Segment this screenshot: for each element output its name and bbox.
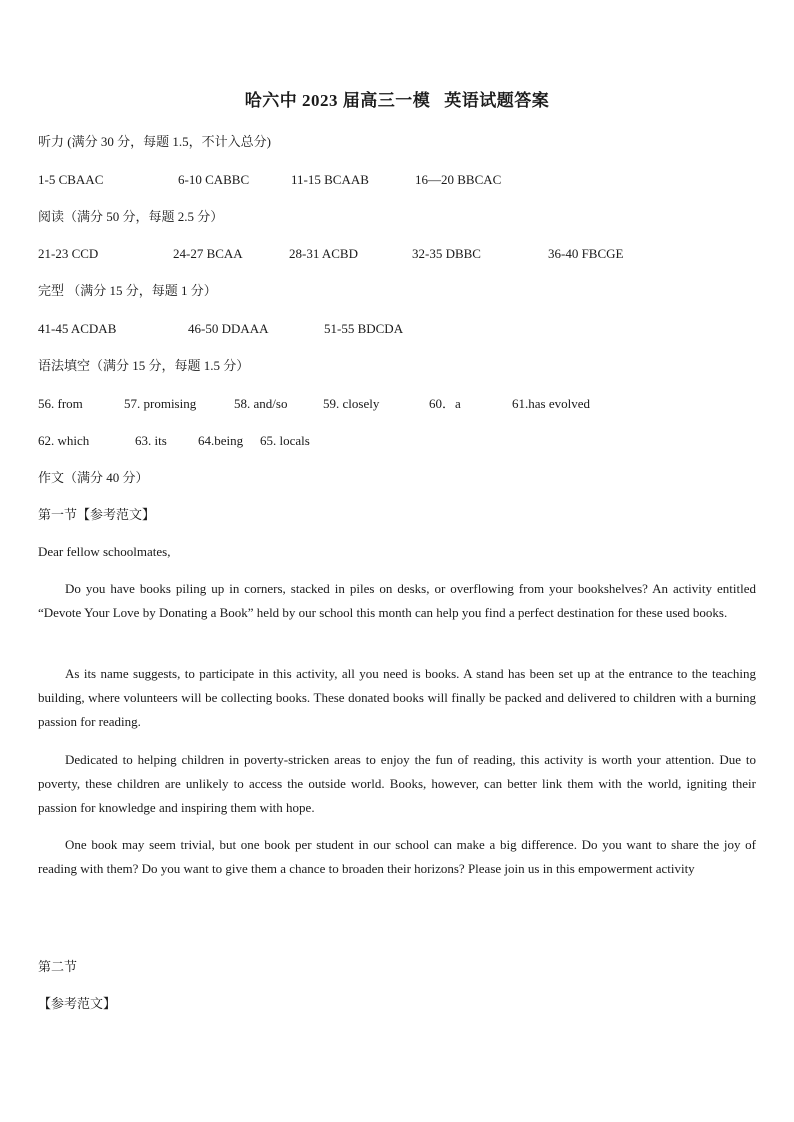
document-title <box>0 86 794 111</box>
cloze-answer: 41-45 ACDAB <box>38 321 117 336</box>
grammar-answer: 60．a <box>429 396 461 411</box>
section2-subheading: 【参考范文】 <box>38 996 117 1011</box>
cloze-heading: 完型 （满分 15 分，每题 1 分） <box>38 283 217 298</box>
listening-answer: 16—20 BBCAC <box>415 172 502 187</box>
reading-answer: 32-35 DBBC <box>412 246 481 261</box>
grammar-heading: 语法填空（满分 15 分，每题 1.5 分） <box>38 358 250 373</box>
grammar-answer: 57. promising <box>124 396 197 411</box>
letter-paragraph: As its name suggests, to participate in this activity, all you need is books. A stand has been set up at the entrance to the teaching building, where volunteers will be collecting books. These donated books will finally be packed and delivered to children with a burning passion for reading. <box>38 666 756 729</box>
cloze-answer: 46-50 DDAAA <box>188 321 269 336</box>
reading-answer: 24-27 BCAA <box>173 246 243 261</box>
grammar-answer: 58. and/so <box>234 396 288 411</box>
grammar-answer: 59. closely <box>323 396 380 411</box>
letter-paragraph: Do you have books piling up in corners, stacked in piles on desks, or overflowing from your bookshelves? An activity entitled “Devote Your Love by Donating a Book” held by our school this month can help you find a perfect destination for these used books. <box>38 581 756 620</box>
reading-answer: 21-23 CCD <box>38 246 99 261</box>
grammar-answer: 63. its <box>135 433 167 448</box>
section1-heading: 第一节【参考范文】 <box>38 507 156 522</box>
listening-heading: 听力 (满分 30 分，每题 1.5，不计入总分) <box>38 134 271 149</box>
letter-paragraph: Dedicated to helping children in poverty-stricken areas to enjoy the fun of reading, this activity is worth your attention. Due to poverty, these children are unlikely to access the outside world. Books, however, can better link them with the world, igniting their passion for knowledge and inspiring them with hope. <box>38 752 756 815</box>
grammar-answer: 61.has evolved <box>512 396 590 411</box>
cloze-answer: 51-55 BDCDA <box>324 321 404 336</box>
section2-heading: 第二节 <box>38 959 78 974</box>
listening-answer: 1-5 CBAAC <box>38 172 104 187</box>
reading-answer: 28-31 ACBD <box>289 246 358 261</box>
reading-answer: 36-40 FBCGE <box>548 246 624 261</box>
grammar-answer: 65. locals <box>260 433 310 448</box>
letter-paragraph: One book may seem trivial, but one book per student in our school can make a big difference. Do you want to share the joy of reading with them? Do you want to give them a chance to broaden their horizons? Please join us in this empowerment activity <box>38 837 756 876</box>
listening-answer: 6-10 CABBC <box>178 172 250 187</box>
grammar-answer: 62. which <box>38 433 90 448</box>
writing-heading: 作文（满分 40 分） <box>38 470 149 485</box>
reading-heading: 阅读（满分 50 分，每题 2.5 分） <box>38 209 224 224</box>
grammar-answer: 64.being <box>198 433 244 448</box>
title-part1: 哈六中 2023 届高三一模 <box>244 91 431 110</box>
letter-salutation: Dear fellow schoolmates, <box>38 544 171 559</box>
title-part2: 英语试题答案 <box>444 91 550 110</box>
listening-answer: 11-15 BCAAB <box>291 172 369 187</box>
grammar-answer: 56. from <box>38 396 83 411</box>
